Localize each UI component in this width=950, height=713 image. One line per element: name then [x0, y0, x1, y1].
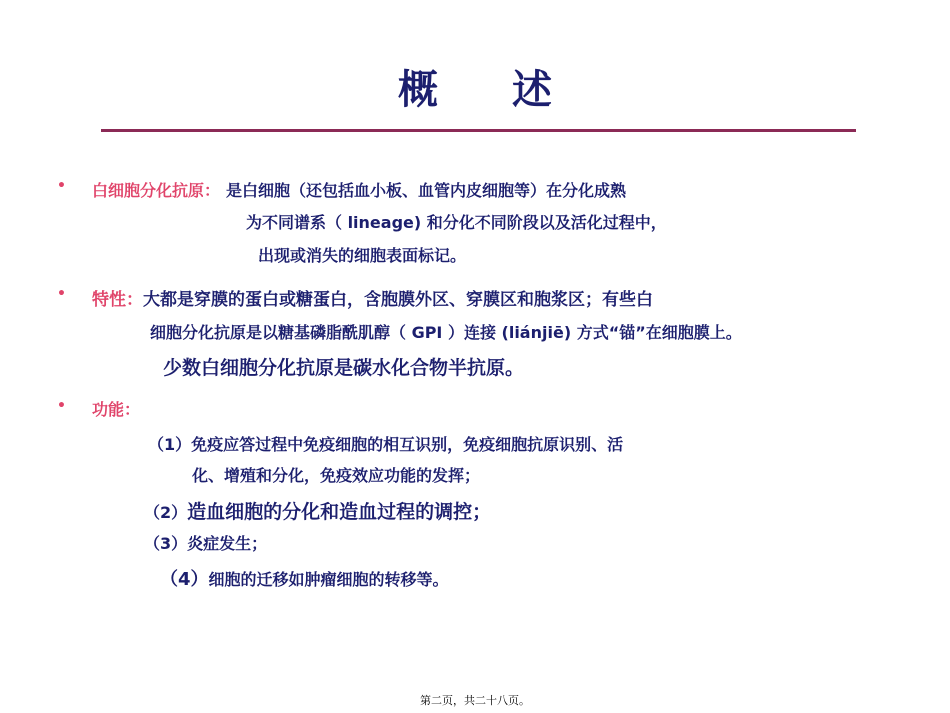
bullet-icon: • [57, 398, 66, 414]
functions-item4 [160, 565, 449, 591]
antigen-definition-line2: 为不同谱系（ lineage) 和分化不同阶段以及活化过程中， [246, 213, 667, 232]
functions-item1-line2: 化、增殖和分化，免疫效应功能的发挥； [192, 466, 481, 485]
antigen-definition-line1 [92, 178, 626, 201]
title-divider [101, 129, 856, 132]
page-title: 概 述 [398, 67, 582, 113]
antigen-label: 白细胞分化抗原： [92, 181, 221, 200]
properties-label: 特性： [92, 290, 143, 310]
properties-line3: 少数白细胞分化抗原是碳水化合物半抗原。 [163, 357, 525, 379]
antigen-definition-line3: 出现或消失的细胞表面标记。 [258, 246, 467, 265]
functions-item4-text: 细胞的迁移如肿瘤细胞的转移等。 [208, 570, 449, 589]
properties-line1 [92, 285, 653, 310]
bullet-icon: • [57, 286, 66, 302]
functions-label: 功能： [92, 400, 141, 419]
properties-line2: 细胞分化抗原是以糖基磷脂酰肌醇（ GPI ）连接 (liánjiē) 方式“锚”在细胞膜上。 [150, 323, 742, 342]
functions-item2-text: 造血细胞的分化和造血过程的调控； [187, 501, 492, 523]
bullet-icon: • [57, 178, 66, 194]
functions-item2-number: （2） [144, 503, 188, 522]
functions-item2 [144, 497, 491, 524]
properties-text-1: 大都是穿膜的蛋白或糖蛋白，含胞膜外区、穿膜区和胞浆区；有些白 [143, 290, 653, 310]
functions-item1-line1: （1）免疫应答过程中免疫细胞的相互识别，免疫细胞抗原识别、活 [148, 435, 624, 454]
antigen-text-1: 是白细胞（还包括血小板、血管内皮细胞等）在分化成熟 [226, 181, 627, 200]
functions-item3: （3）炎症发生； [144, 534, 268, 553]
functions-item4-number: （4） [160, 569, 209, 590]
page-footer: 第二页，共二十八页。 [420, 694, 530, 707]
